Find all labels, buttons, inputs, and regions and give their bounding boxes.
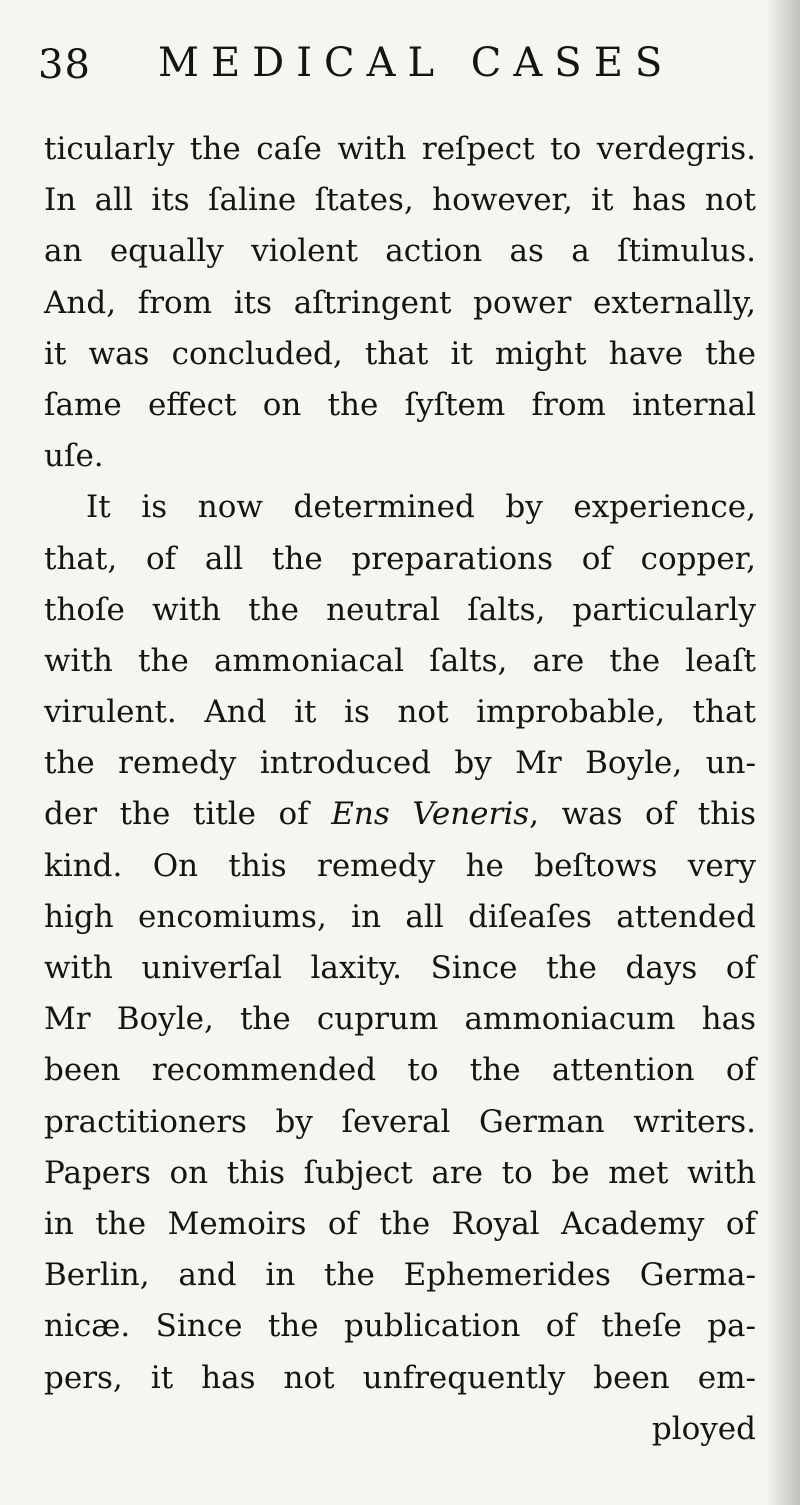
text-line: kind. On this remedy he beſtows very (44, 847, 756, 884)
text-line: in the Memoirs of the Royal Academy of (44, 1205, 756, 1242)
text-line: Berlin, and in the Ephemerides Germa- (44, 1257, 756, 1294)
text-segment: , was of this (529, 796, 756, 833)
text-line: it was concluded, that it might have the (44, 335, 756, 372)
text-line: In all its ſaline ſtates, however, it has not (44, 182, 756, 219)
text-line: pers, it has not unfrequently been em- (44, 1359, 756, 1396)
text-line: with univerſal laxity. Since the days of (44, 950, 756, 986)
text-line: with the ammoniacal ſalts, are the leaſt (44, 642, 756, 679)
text-line: high encomiums, in all diſeaſes attended (44, 898, 756, 935)
text-line: It is now determined by experience, (86, 489, 756, 526)
page-number: 38 (38, 42, 91, 88)
italic-title: Ens Veneris (331, 796, 530, 833)
running-head: MEDICAL CASES (158, 40, 675, 86)
text-line: the remedy introduced by Mr Boyle, un- (44, 745, 756, 782)
text-line: an equally violent action as a ſtimulus. (44, 233, 756, 270)
text-line: And, from its aſtringent power externally, (44, 284, 756, 321)
text-line: ticularly the caſe with reſpect to verdegris. (44, 131, 756, 167)
text-segment: der the title of (44, 796, 332, 833)
catchword: ployed (651, 1410, 756, 1447)
gutter-shadow (766, 0, 800, 1505)
text-line-with-italic (44, 789, 756, 840)
text-line: nicæ. Since the publication of theſe pa- (44, 1308, 756, 1345)
text-line: virulent. And it is not improbable, that (44, 694, 756, 731)
text-line: thoſe with the neutral ſalts, particularly (44, 591, 756, 628)
text-line: been recommended to the attention of (44, 1052, 756, 1089)
text-line: that, of all the preparations of copper, (44, 540, 756, 577)
text-line: Papers on this ſubject are to be met with (44, 1154, 756, 1191)
page-header (38, 40, 758, 100)
text-line: practitioners by ſeveral German writers. (44, 1103, 756, 1140)
text-line: ſame effect on the ſyſtem from internal (44, 386, 756, 423)
text-line: uſe. (44, 438, 104, 475)
text-line: Mr Boyle, the cuprum ammoniacum has (44, 1001, 756, 1038)
body-text (44, 124, 756, 1455)
